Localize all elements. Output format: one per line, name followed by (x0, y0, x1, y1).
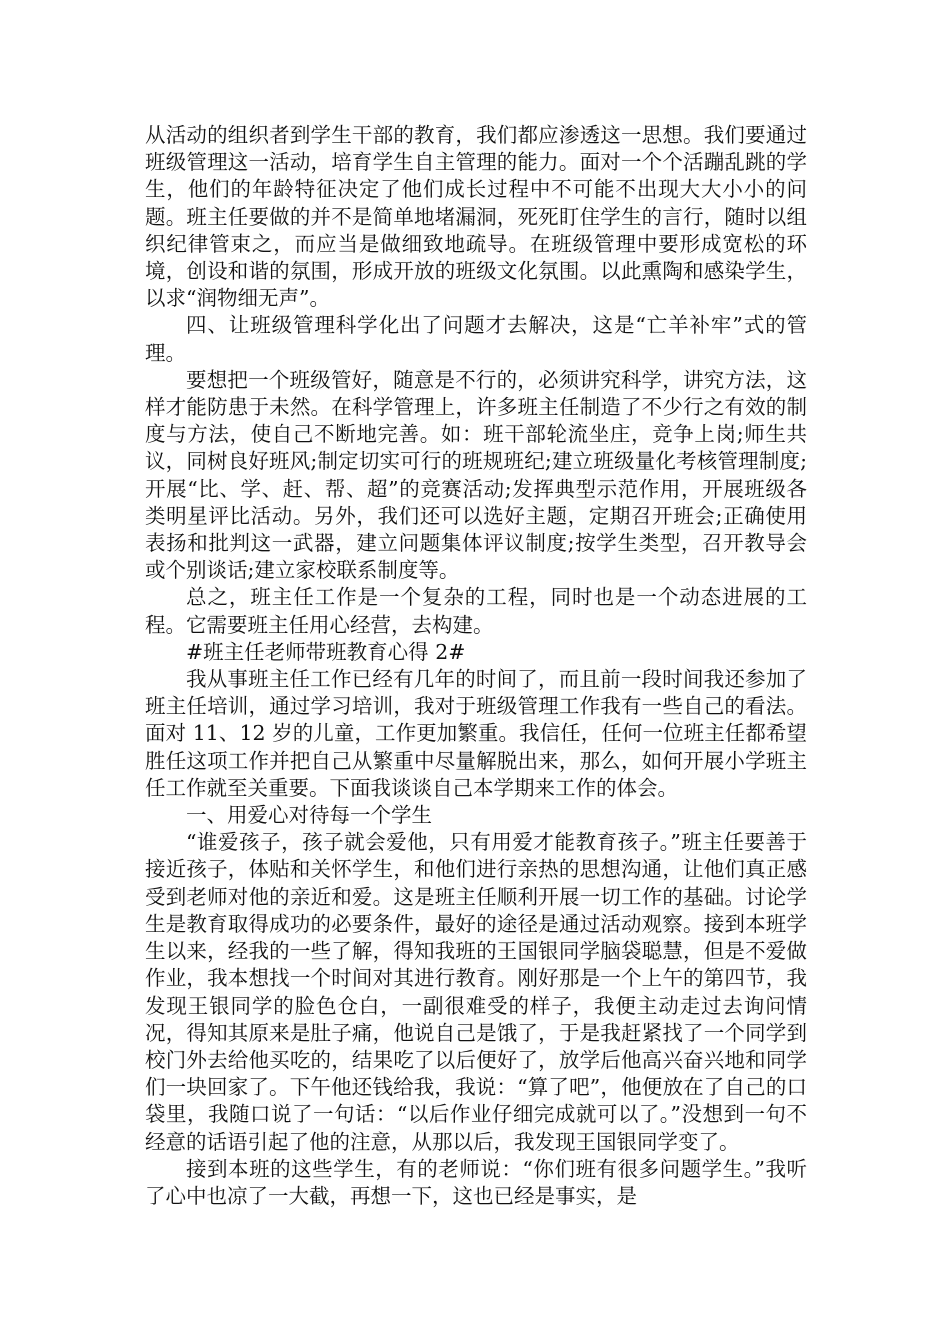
paragraph: 从活动的组织者到学生干部的教育，我们都应渗透这一思想。我们要通过班级管理这一活动，培育学生自主管理的能力。面对一个个活蹦乱跳的学生，他们的年龄特征决定了他们成长过程中不可能不出现大大小小的问题。班主任要做的并不是简单地堵漏洞，死死盯住学生的言行，随时以组织纪律管束之，而应当是做细致地疏导。在班级管理中要形成宽松的环境，创设和谐的氛围，形成开放的班级文化氛围。以此熏陶和感染学生，以求“润物细无声”。 (145, 123, 807, 311)
document-body (145, 122, 807, 1210)
paragraph: 总之，班主任工作是一个复杂的工程，同时也是一个动态进展的工程。它需要班主任用心经营，去构建。 (145, 585, 807, 637)
paragraph: “谁爱孩子，孩子就会爱他，只有用爱才能教育孩子。”班主任要善于接近孩子，体贴和关怀学生，和他们进行亲热的思想沟通，让他们真正感受到老师对他的亲近和爱。这是班主任顺利开展一切工作的基础。讨论学生是教育取得成功的必要条件，最好的途径是通过活动观察。接到本班学生以来，经我的一些了解，得知我班的王国银同学脑袋聪慧，但是不爱做作业，我本想找一个时间对其进行教育。刚好那是一个上午的第四节，我发现王银同学的脸色仓白，一副很难受的样子，我便主动走过去询问情况，得知其原来是肚子痛，他说自己是饿了，于是我赶紧找了一个同学到校门外去给他买吃的，结果吃了以后便好了，放学后他高兴奋兴地和同学们一块回家了。下午他还钱给我，我说：“算了吧”，他便放在了自己的口袋里，我随口说了一句话：“以后作业仔细完成就可以了。”没想到一句不经意的话语引起了他的注意，从那以后，我发现王国银同学变了。 (145, 830, 807, 1154)
article-heading: #班主任老师带班教育心得 2# (186, 639, 466, 664)
paragraph: 要想把一个班级管好，随意是不行的，必须讲究科学，讲究方法，这样才能防患于未然。在科学管理上，许多班主任制造了不少行之有效的制度与方法，使自己不断地完善。如：班干部轮流坐庄，竞争上岗;师生共议，同树良好班风;制定切实可行的班规班纪;建立班级量化考核管理制度;开展“比、学、赶、帮、超”的竞赛活动;发挥典型示范作用，开展班级各类明星评比活动。另外，我们还可以选好主题，定期召开班会;正确使用表扬和批判这一武器，建立问题集体评议制度;按学生类型，召开教导会或个别谈话;建立家校联系制度等。 (145, 367, 807, 583)
section-heading: 一、用爱心对待每一个学生 (186, 803, 432, 828)
paragraph: 我从事班主任工作已经有几年的时间了，而且前一段时间我还参加了班主任培训，通过学习培训，我对于班级管理工作我有一些自己的看法。面对 11、12 岁的儿童，工作更加繁重。我信任，任何一位班主任都希望胜任这项工作并把自己从繁重中尽量解脱出来，那么，如何开展小学班主任工作就至关重要。下面我谈谈自己本学期来工作的体会。 (145, 667, 807, 800)
paragraph: 接到本班的这些学生，有的老师说：“你们班有很多问题学生。”我听了心中也凉了一大截，再想一下，这也已经是事实，是 (145, 1156, 807, 1208)
section-heading: 四、让班级管理科学化出了问题才去解决，这是“亡羊补牢”式的管理。 (145, 313, 807, 365)
